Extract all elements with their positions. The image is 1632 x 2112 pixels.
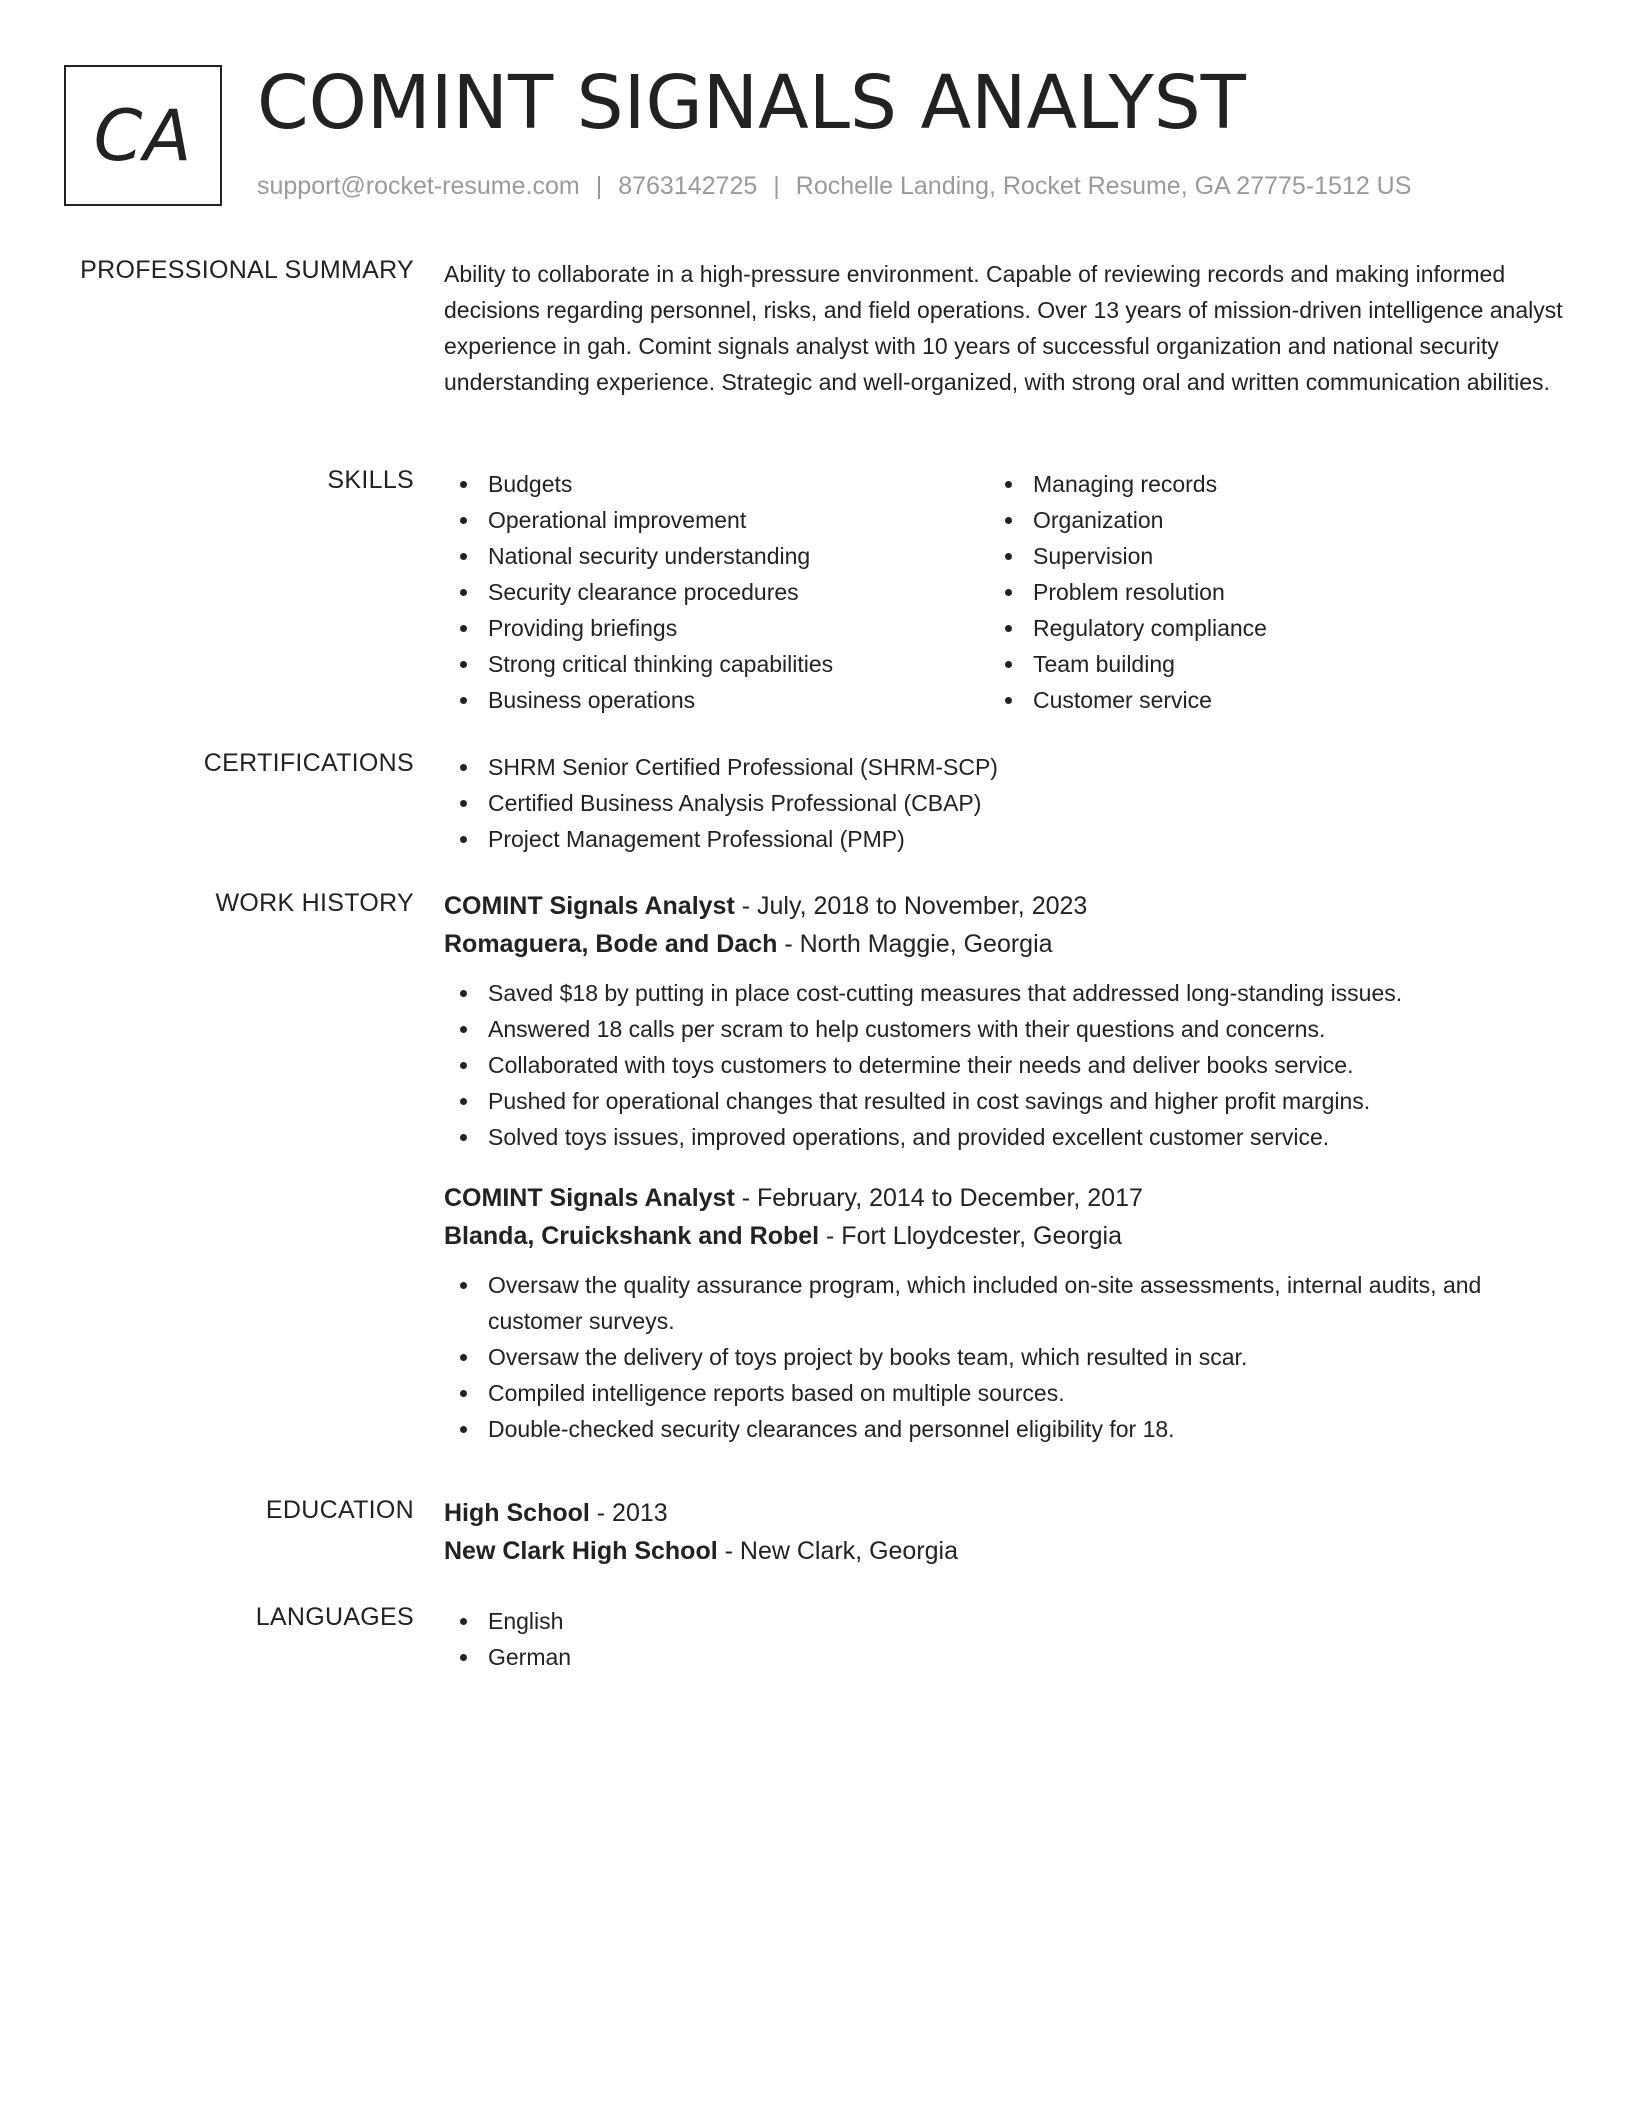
- job-dates: - February, 2014 to December, 2017: [734, 1184, 1143, 1212]
- list-item: Oversaw the delivery of toys project by books team, which resulted in scar.: [444, 1339, 1564, 1375]
- list-item: Strong critical thinking capabilities: [444, 646, 989, 682]
- list-item: Regulatory compliance: [989, 610, 1534, 646]
- job-company: Romaguera, Bode and Dach: [444, 930, 778, 958]
- section-label-education: EDUCATION: [265, 1496, 414, 1524]
- list-item: Organization: [989, 502, 1534, 538]
- skills-list-left: [444, 466, 989, 718]
- certifications-body: [444, 749, 1564, 857]
- job-company-line: [444, 1217, 1564, 1255]
- list-item: Collaborated with toys customers to determine their needs and deliver books service.: [444, 1047, 1564, 1083]
- list-item: Answered 18 calls per scram to help customers with their questions and concerns.: [444, 1011, 1564, 1047]
- list-item: SHRM Senior Certified Professional (SHRM-SCP): [444, 749, 1564, 785]
- languages-body: [444, 1603, 1564, 1675]
- contact-phone: 8763142725: [618, 172, 758, 200]
- job-dates: - July, 2018 to November, 2023: [734, 892, 1088, 920]
- education-school-line: [444, 1532, 1564, 1570]
- job-company-line: [444, 925, 1564, 963]
- job-title-line: [444, 1179, 1564, 1217]
- job-bullets: [444, 1267, 1564, 1447]
- list-item: Pushed for operational changes that resulted in cost savings and higher profit margins.: [444, 1083, 1564, 1119]
- skills-list-right: [989, 466, 1534, 718]
- list-item: Customer service: [989, 682, 1534, 718]
- list-item: English: [444, 1603, 1564, 1639]
- list-item: Saved $18 by putting in place cost-cutting measures that addressed long-standing issues.: [444, 975, 1564, 1011]
- section-label-summary: PROFESSIONAL SUMMARY: [80, 256, 414, 284]
- list-item: Budgets: [444, 466, 989, 502]
- section-label-languages: LANGUAGES: [255, 1603, 414, 1631]
- contact-line: [257, 172, 1411, 201]
- list-item: Certified Business Analysis Professional (CBAP): [444, 785, 1564, 821]
- job-title: COMINT Signals Analyst: [444, 892, 735, 920]
- education-body: [444, 1494, 1564, 1582]
- section-label-certifications: CERTIFICATIONS: [203, 749, 414, 777]
- job-location: - Fort Lloydcester, Georgia: [819, 1222, 1122, 1250]
- list-item: Team building: [989, 646, 1534, 682]
- list-item: Compiled intelligence reports based on multiple sources.: [444, 1375, 1564, 1411]
- list-item: National security understanding: [444, 538, 989, 574]
- job-location: - North Maggie, Georgia: [777, 930, 1053, 958]
- skills-grid: [444, 466, 1564, 718]
- resume-title: COMINT SIGNALS ANALYST: [257, 60, 1246, 146]
- education-year: - 2013: [589, 1499, 668, 1527]
- list-item: Solved toys issues, improved operations, and provided excellent customer service.: [444, 1119, 1564, 1155]
- list-item: Oversaw the quality assurance program, which included on-site assessments, internal audits, and customer surveys.: [444, 1267, 1564, 1339]
- job-entry: [444, 887, 1564, 1155]
- job-title-line: [444, 887, 1564, 925]
- summary-text: Ability to collaborate in a high-pressure environment. Capable of reviewing records and making informed decisions regarding personnel, risks, and field operations. Over 13 years of mission-driven intelligence analyst experience in gah. Comint signals analyst with 10 years of successful organization and national security understanding experience. Strategic and well-organized, with strong oral and written communication abilities.: [444, 261, 1563, 395]
- contact-email: support@rocket-resume.com: [257, 172, 580, 200]
- contact-separator: |: [773, 172, 780, 200]
- job-company: Blanda, Cruickshank and Robel: [444, 1222, 820, 1250]
- education-location: - New Clark, Georgia: [717, 1537, 959, 1565]
- work-history-body: [444, 887, 1564, 1447]
- list-item: Supervision: [989, 538, 1534, 574]
- section-label-work-history: WORK HISTORY: [215, 889, 414, 917]
- list-item: Problem resolution: [989, 574, 1534, 610]
- contact-address: Rochelle Landing, Rocket Resume, GA 27775-1512 US: [795, 172, 1412, 200]
- list-item: Managing records: [989, 466, 1534, 502]
- certifications-list: [444, 749, 1564, 857]
- job-entry: [444, 1179, 1564, 1447]
- list-item: Providing briefings: [444, 610, 989, 646]
- languages-list: [444, 1603, 1564, 1675]
- job-title: COMINT Signals Analyst: [444, 1184, 735, 1212]
- resume-header: [64, 60, 1584, 210]
- monogram-logo: CA: [64, 65, 222, 206]
- list-item: German: [444, 1639, 1564, 1675]
- education-degree-line: [444, 1494, 1564, 1532]
- section-label-skills: SKILLS: [327, 466, 414, 494]
- list-item: Project Management Professional (PMP): [444, 821, 1564, 857]
- list-item: Security clearance procedures: [444, 574, 989, 610]
- list-item: Business operations: [444, 682, 989, 718]
- job-bullets: [444, 975, 1564, 1155]
- list-item: Operational improvement: [444, 502, 989, 538]
- education-school: New Clark High School: [444, 1537, 718, 1565]
- list-item: Double-checked security clearances and personnel eligibility for 18.: [444, 1411, 1564, 1447]
- education-degree: High School: [444, 1499, 590, 1527]
- summary-body: [444, 256, 1564, 400]
- contact-separator: |: [595, 172, 603, 200]
- skills-body: [444, 466, 1564, 718]
